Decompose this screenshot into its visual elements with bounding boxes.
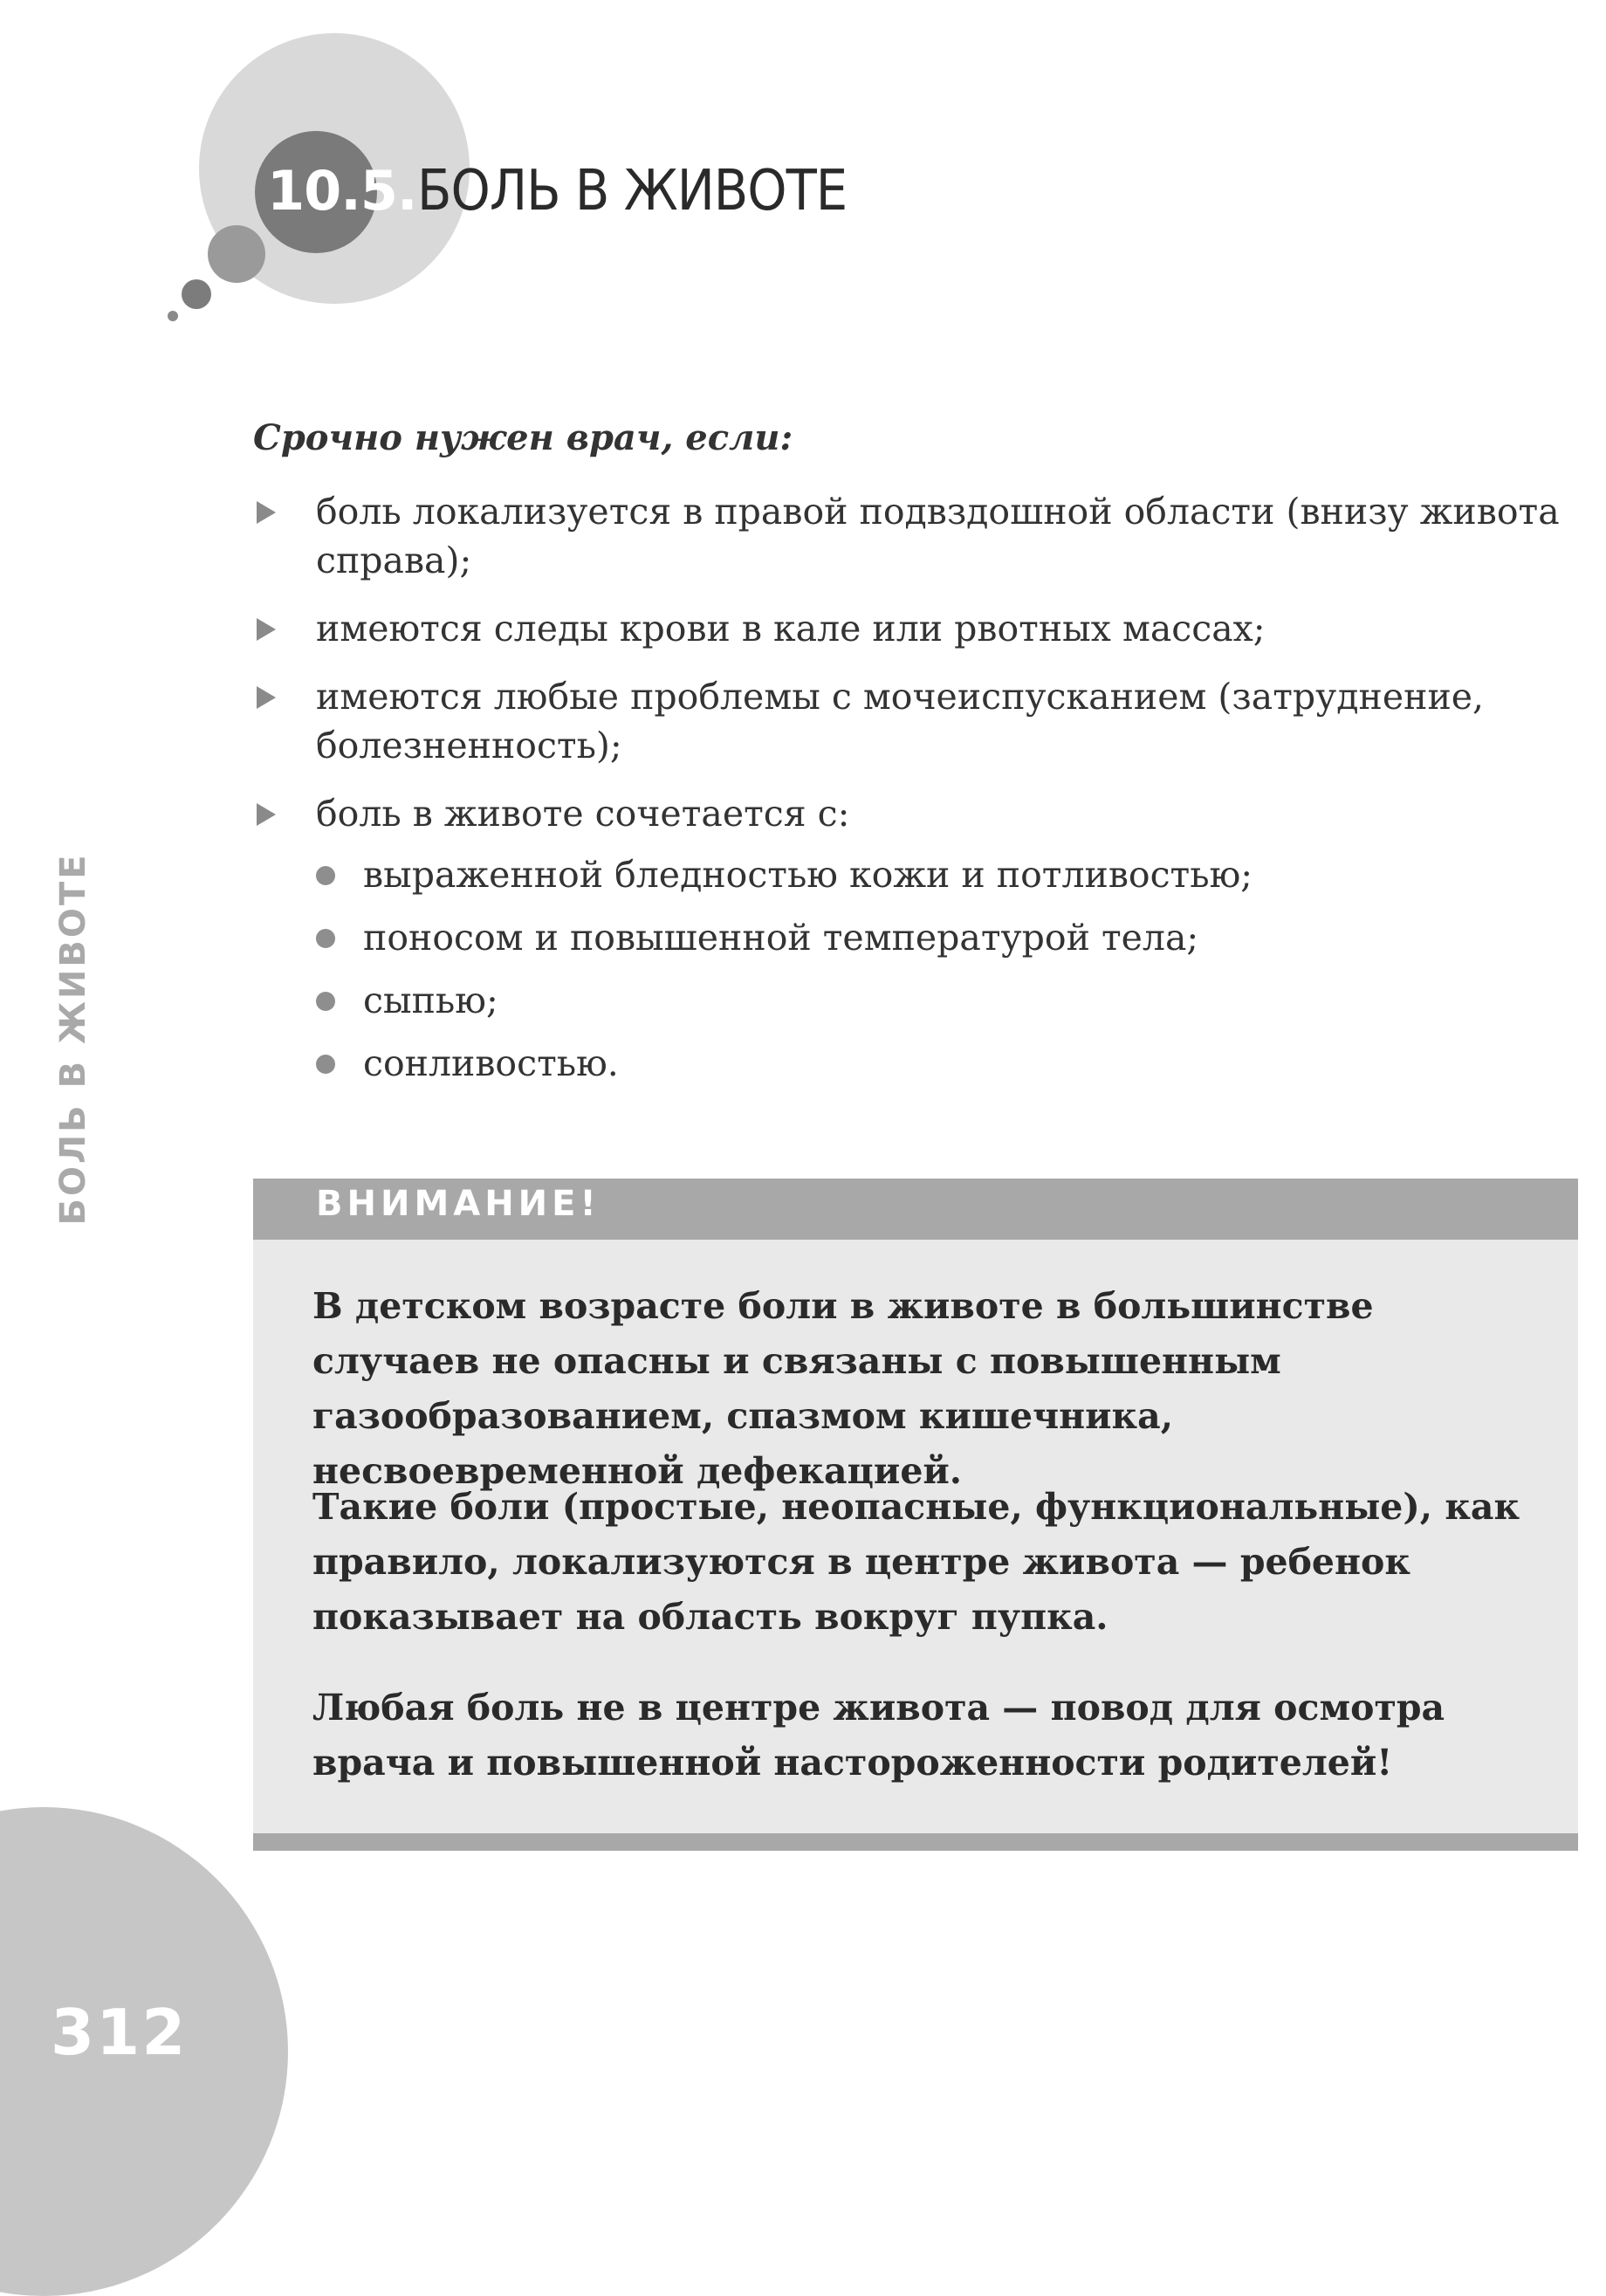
header-decor-circle-tiny — [168, 311, 178, 321]
triangle-bullet-icon — [257, 501, 276, 524]
urgent-list — [253, 487, 1597, 1102]
circle-bullet-icon — [316, 929, 335, 948]
sub-list-item-text: сонливостью. — [363, 1042, 619, 1084]
circle-bullet-icon — [316, 992, 335, 1011]
attention-paragraph: Любая боль не в центре живота — повод для осмотра врача и повышенной настороженности родителей! — [312, 1687, 1445, 1784]
list-item-text: боль в животе сочетается с: — [316, 793, 850, 835]
circle-bullet-icon — [316, 866, 335, 885]
sub-list-item-text: поносом и повышенной температурой тела; — [363, 917, 1199, 959]
triangle-bullet-icon — [257, 803, 276, 826]
attention-bottom-bar — [253, 1833, 1578, 1851]
sub-list-item — [253, 976, 1597, 1025]
section-number: 10.5. — [267, 159, 417, 223]
triangle-bullet-icon — [257, 686, 276, 709]
circle-bullet-icon — [316, 1055, 335, 1074]
header-decor-circle-small — [182, 279, 211, 309]
list-item-text: имеются следы крови в кале или рвотных массах; — [316, 608, 1266, 650]
sub-list-item — [253, 913, 1597, 962]
triangle-bullet-icon — [257, 618, 276, 641]
attention-paragraph: Такие боли (простые, неопасные, функциональные), как правило, локализуются в центре живота — ребенок показывает на область вокруг пупка. — [312, 1486, 1520, 1638]
sub-list-item — [253, 1039, 1597, 1088]
list-item — [253, 604, 1597, 653]
header-decor-circle-medium — [208, 225, 265, 283]
attention-header-bar — [253, 1179, 1578, 1240]
vertical-chapter-label — [47, 852, 100, 1226]
list-item — [253, 789, 1597, 838]
section-title: БОЛЬ В ЖИВОТЕ — [417, 159, 848, 223]
sub-list-item-text: выраженной бледностью кожи и потливостью; — [363, 854, 1253, 896]
page-number: 312 — [51, 1996, 188, 2069]
urgent-heading: Срочно нужен врач, если: — [253, 417, 793, 458]
attention-paragraph: В детском возрасте боли в животе в большинстве случаев не опасны и связаны с повышенным газообразованием, спазмом кишечника, несвоевременной дефекацией. — [312, 1285, 1374, 1492]
list-item-text: боль локализуется в правой подвздошной области (внизу живота справа); — [316, 491, 1560, 581]
list-item — [253, 672, 1597, 770]
attention-box — [253, 1179, 1578, 1851]
attention-label: ВНИМАНИЕ! — [316, 1184, 601, 1224]
sub-list-item — [253, 850, 1597, 899]
list-item — [253, 487, 1597, 585]
vertical-chapter-label-text: БОЛЬ В ЖИВОТЕ — [53, 852, 93, 1226]
sub-list-item-text: сыпью; — [363, 980, 498, 1021]
list-item-text: имеются любые проблемы с мочеиспусканием (затруднение, болезненность); — [316, 676, 1485, 766]
